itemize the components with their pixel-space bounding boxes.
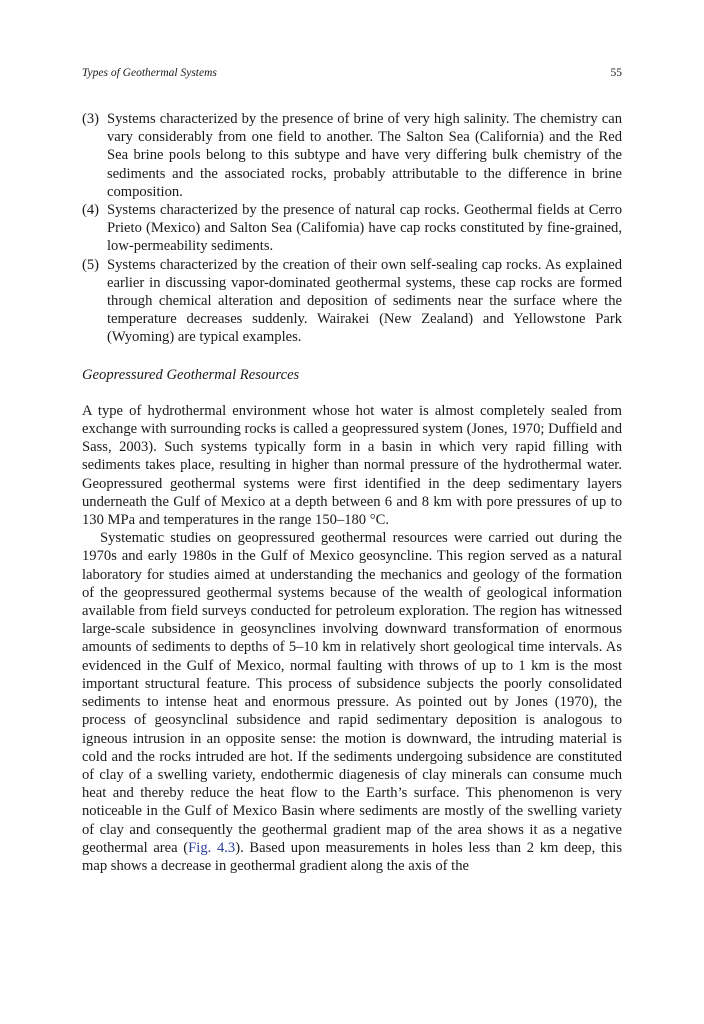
figure-reference-link[interactable]: Fig. 4.3 bbox=[188, 839, 236, 856]
list-item-text: Systems characterized by the creation of their own self-sealing cap rocks. As explained earlier in discussing vapor-dominated geothermal systems, these cap rocks are formed through chemical alteration and deposition of sediments near the surface where the temperature decreases suddenly. Wairakei (New Zealand) and Yellowstone Park (Wyoming) are typical examples. bbox=[107, 256, 622, 346]
list-item-number: (4) bbox=[82, 202, 100, 219]
main-content bbox=[82, 110, 622, 875]
list-item-4 bbox=[82, 201, 622, 256]
paragraph-2-text-end: ). Based upon measurements in holes less than 2 km deep, this map shows a decrease in geothermal gradient along the axis of the bbox=[82, 839, 622, 874]
list-item-number: (5) bbox=[82, 256, 100, 273]
list-item-text: Systems characterized by the presence of brine of very high salinity. The chemistry can vary considerably from one field to another. The Salton Sea (California) and the Red Sea brine pools belong to this subtype and have very differing bulk chemistry of the sediments and the associated rocks, probably attributable to the difference in brine composition. bbox=[107, 111, 622, 200]
running-head-title: Types of Geothermal Systems bbox=[82, 67, 217, 79]
list-item-text: Systems characterized by the presence of natural cap rocks. Geothermal fields at Cerro Prieto (Mexico) and Salton Sea (Califomia) have cap rocks constituted by fine-grained, low-permeability sediments. bbox=[107, 202, 622, 255]
running-head bbox=[82, 66, 622, 80]
paragraph-2-text: Systematic studies on geopressured geothermal resources were carried out during the 1970s and early 1980s in the Gulf of Mexico geosyncline. This region served as a natural laboratory for studies aimed at understanding the mechanics and geology of the formation of the geopressured geothermal systems because of the wealth of geological information available from field surveys conducted for petroleum exploration. The region has witnessed large-scale subsidence in geosynclines involving downward transformation of enormous amounts of sediments to depths of 5–10 km in relatively short geological time intervals. As evidenced in the Gulf of Mexico, normal faulting with throws of up to 1 km is the most important structural feature. This process of subsidence subjects the poorly consolidated sediments to intense heat and enormous pressure. As pointed out by Jones (1970), the process of geosynclinal subsidence and rapid sedimentary deposition is analogous to igneous intrusion in an opposite sense: the motion is downward, the intruding material is cold and the rocks intruded are hot. If the sediments undergoing subsidence are constituted of clay of a swelling variety, endothermic diagenesis of clay minerals can consume much heat and thereby reduce the heat flow to the Earth’s surface. This phenomenon is very noticeable in the Gulf of Mexico Basin where sediments are mostly of the swelling variety of clay and consequently the geothermal gradient map of the area shows it as a negative geothermal area ( bbox=[82, 530, 622, 856]
section-heading: Geopressured Geothermal Resources bbox=[82, 366, 300, 383]
list-item-number: (3) bbox=[82, 111, 100, 127]
paragraph-2 bbox=[82, 529, 622, 875]
list-item-5 bbox=[82, 256, 622, 347]
page-number: 55 bbox=[610, 67, 622, 79]
paragraph-1: A type of hydrothermal environment whose hot water is almost completely sealed from exchange with surrounding rocks is called a geopressured system (Jones, 1970; Duffield and Sass, 2003). Such systems typically form in a basin in which very rapid filling with sediments takes place, resulting in higher than normal pressure of the hydrothermal water. Geopressured geothermal systems were first identified in the deep sedimentary layers underneath the Gulf of Mexico at a depth between 6 and 8 km with pore pressures of up to 130 MPa and temperatures in the range 150–180 °C. bbox=[82, 402, 622, 529]
list-item-3 bbox=[82, 110, 622, 201]
